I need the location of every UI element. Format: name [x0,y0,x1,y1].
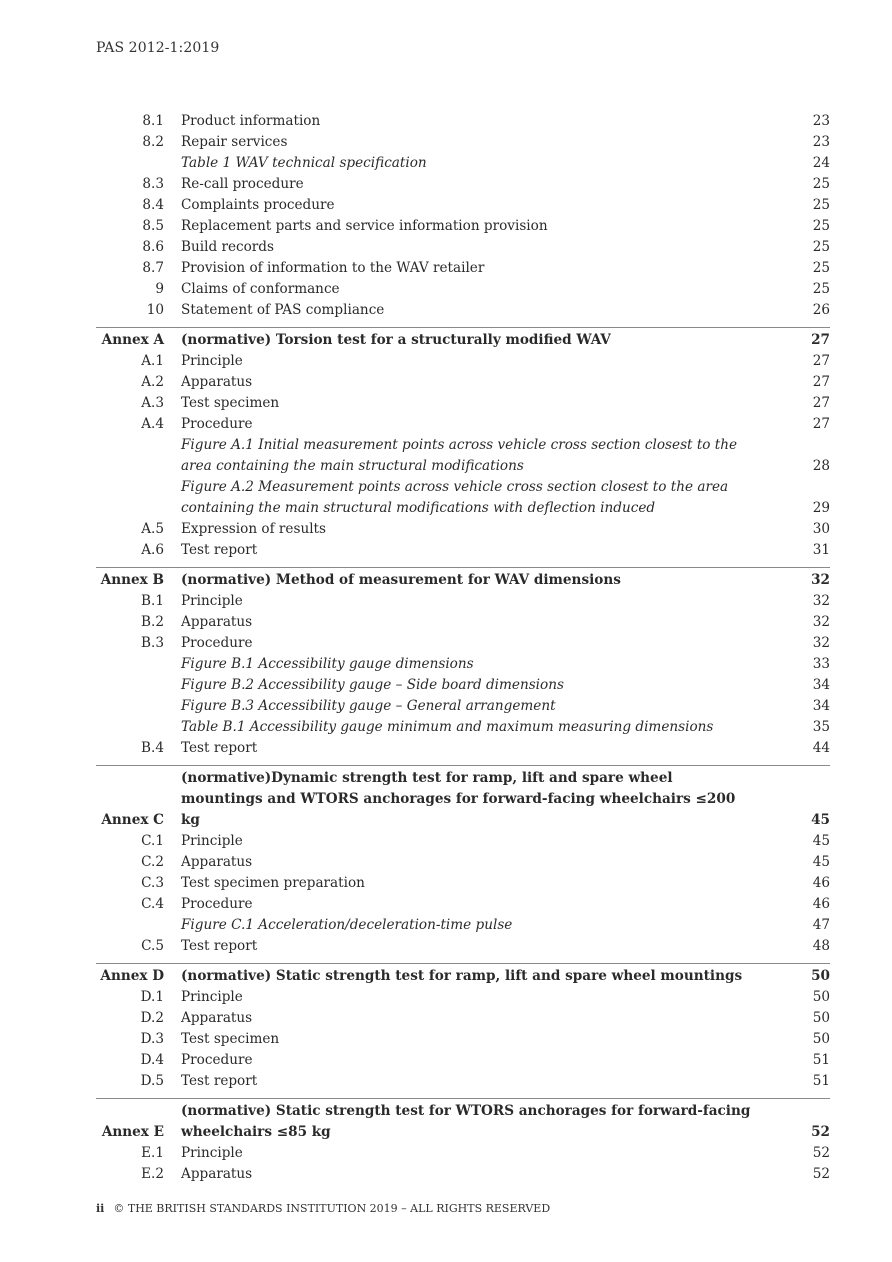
toc-entry-title: Claims of conformance [181,281,340,297]
toc-entry[interactable] [96,1164,830,1185]
toc-entry-page: 50 [812,989,830,1005]
toc-entry-title: Build records [181,239,274,255]
toc-entry-page: 27 [812,353,830,369]
toc-entry-number: E.2 [141,1166,164,1182]
toc-annex-heading[interactable] [96,768,830,831]
toc-entry-title: Procedure [181,1052,253,1068]
toc-entry-page: 32 [812,593,830,609]
toc-entry[interactable] [96,300,830,321]
toc-entry-title: Apparatus [181,614,253,630]
toc-annex-heading[interactable] [96,330,830,351]
toc-entry[interactable] [96,414,830,435]
toc-entry-page: 47 [812,917,830,933]
toc-entry-title: Principle [181,1145,243,1161]
toc-entry-number: C.3 [141,875,164,891]
toc-entry-title: Complaints procedure [181,197,335,213]
toc-entry-page: 25 [812,218,830,234]
toc-entry-title: (normative) Method of measurement for WAV dimensions [181,572,621,588]
footer-copyright: © THE BRITISH STANDARDS INSTITUTION 2019 – ALL RIGHTS RESERVED [113,1202,551,1215]
toc-annex-section [96,327,830,561]
toc-entry-title: Test report [181,542,258,558]
toc-entry-title: Table 1 WAV technical specification [181,155,427,171]
toc-entry-number: 8.3 [142,176,164,192]
toc-entry-page: 24 [812,155,830,171]
toc-entry-number: D.5 [140,1073,164,1089]
toc-caption-entry[interactable] [96,654,830,675]
toc-entry-page: 25 [812,239,830,255]
toc-entry-title: Procedure [181,416,253,432]
toc-entry-page: 33 [812,656,830,672]
toc-entry-number: 8.4 [142,197,164,213]
toc-entry[interactable] [96,111,830,132]
toc-entry[interactable] [96,633,830,654]
toc-entry-page: 51 [812,1052,830,1068]
toc-entry-title: Test specimen [181,395,280,411]
toc-caption-entry[interactable] [96,696,830,717]
toc-entry-number: E.1 [141,1145,164,1161]
toc-entry[interactable] [96,132,830,153]
toc-entry-number: A.4 [141,416,164,432]
toc-caption-entry[interactable] [96,477,830,519]
toc-entry-title: Principle [181,833,243,849]
toc-entry[interactable] [96,738,830,759]
toc-caption-entry[interactable] [96,435,830,477]
toc-entry-number: 8.2 [142,134,164,150]
toc-entry-title: Replacement parts and service information provision [181,218,548,234]
toc-entry[interactable] [96,894,830,915]
toc-entry-page: 25 [812,176,830,192]
toc-entry-page: 34 [812,677,830,693]
toc-entry-number: Annex B [100,572,164,588]
toc-entry[interactable] [96,393,830,414]
toc-entry-page: 51 [812,1073,830,1089]
toc-entry-title: Apparatus [181,1010,253,1026]
toc-entry-number: A.3 [141,395,164,411]
toc-entry-title: Figure A.2 Measurement points across vehicle cross section closest to the area containing the main structural modifications with deflection induced [181,479,729,516]
toc-entry[interactable] [96,237,830,258]
toc-annex-section [96,963,830,1092]
toc-caption-entry[interactable] [96,153,830,174]
toc-entry-title: Figure B.2 Accessibility gauge – Side board dimensions [181,677,564,693]
footer-page-number: ii [96,1202,105,1215]
toc-entry-title: Apparatus [181,1166,253,1182]
toc-entry-page: 27 [812,416,830,432]
toc-entry-title: Apparatus [181,854,253,870]
toc-entry-title: Statement of PAS compliance [181,302,385,318]
toc-entry[interactable] [96,540,830,561]
toc-entry[interactable] [96,1029,830,1050]
toc-entry[interactable] [96,987,830,1008]
toc-clause-section [96,111,830,321]
toc-entry-number: C.2 [141,854,164,870]
toc-entry[interactable] [96,612,830,633]
toc-entry-number: D.3 [140,1031,164,1047]
toc-entry-number: Annex E [101,1124,164,1140]
toc-entry-title: Test specimen preparation [181,875,365,891]
toc-entry-number: 9 [155,281,164,297]
toc-entry[interactable] [96,279,830,300]
toc-entry-page: 52 [811,1124,830,1140]
toc-entry[interactable] [96,1008,830,1029]
toc-entry-title: Apparatus [181,374,253,390]
toc-entry-page: 32 [812,635,830,651]
toc-entry[interactable] [96,174,830,195]
toc-entry[interactable] [96,1050,830,1071]
toc-entry-number: Annex A [101,332,164,348]
toc-entry[interactable] [96,831,830,852]
toc-entry-number: B.1 [141,593,164,609]
toc-entry[interactable] [96,873,830,894]
toc-entry-title: Figure A.1 Initial measurement points across vehicle cross section closest to the area containing the main structural modifications [181,437,738,474]
toc-entry-number: A.2 [141,374,164,390]
toc-entry[interactable] [96,936,830,957]
toc-entry-page: 29 [812,500,830,516]
toc-entry-title: Procedure [181,635,253,651]
toc-entry-page: 25 [812,281,830,297]
toc-entry-title: Principle [181,989,243,1005]
toc-entry-page: 34 [812,698,830,714]
toc-entry-number: A.5 [141,521,164,537]
toc-entry-title: Figure B.3 Accessibility gauge – General arrangement [181,698,556,714]
toc-entry-number: A.6 [141,542,164,558]
toc-entry-page: 48 [812,938,830,954]
toc-entry-page: 45 [811,812,830,828]
toc-entry-page: 27 [812,374,830,390]
toc-entry-number: B.2 [141,614,164,630]
toc-entry-title: Principle [181,593,243,609]
toc-entry[interactable] [96,1143,830,1164]
toc-entry-page: 50 [812,1031,830,1047]
toc-entry-page: 46 [812,875,830,891]
table-of-contents [96,111,830,1185]
toc-entry-number: 8.6 [142,239,164,255]
toc-entry-number: C.5 [141,938,164,954]
toc-entry[interactable] [96,372,830,393]
toc-entry-number: 8.7 [142,260,164,276]
toc-entry-page: 35 [812,719,830,735]
toc-entry[interactable] [96,195,830,216]
toc-caption-entry[interactable] [96,675,830,696]
toc-entry-page: 32 [812,614,830,630]
toc-annex-heading[interactable] [96,1101,830,1143]
toc-entry-number: Annex C [101,812,164,828]
toc-entry-page: 45 [812,833,830,849]
toc-entry-title: Test specimen [181,1031,280,1047]
toc-entry-title: Product information [181,113,321,129]
toc-annex-section [96,1098,830,1185]
running-header: PAS 2012-1:2019 [96,40,220,56]
toc-entry-title: Repair services [181,134,288,150]
toc-entry-page: 25 [812,197,830,213]
toc-entry[interactable] [96,852,830,873]
toc-entry-number: D.2 [140,1010,164,1026]
toc-entry-page: 28 [812,458,830,474]
toc-entry-page: 50 [811,968,830,984]
toc-entry-number: C.4 [141,896,164,912]
toc-entry-number: D.4 [140,1052,164,1068]
toc-entry-title: (normative)Dynamic strength test for ramp, lift and spare wheel mountings and WTORS anchorages for forward-facing wheelchairs ≤200 kg [181,770,736,828]
toc-entry-title: Table B.1 Accessibility gauge minimum and maximum measuring dimensions [181,719,714,735]
toc-entry-title: Figure C.1 Acceleration/deceleration-time pulse [181,917,513,933]
toc-annex-heading[interactable] [96,966,830,987]
toc-entry[interactable] [96,351,830,372]
toc-entry-number: A.1 [141,353,164,369]
toc-entry-page: 50 [812,1010,830,1026]
toc-entry-title: (normative) Torsion test for a structurally modified WAV [181,332,611,348]
page-footer [96,1202,550,1215]
toc-entry-title: Figure B.1 Accessibility gauge dimensions [181,656,474,672]
toc-entry-title: Test report [181,1073,258,1089]
toc-entry-page: 52 [812,1145,830,1161]
toc-entry-title: Test report [181,740,258,756]
toc-entry-page: 27 [812,395,830,411]
toc-caption-entry[interactable] [96,717,830,738]
toc-entry-page: 52 [812,1166,830,1182]
toc-entry-page: 32 [811,572,830,588]
toc-annex-section [96,765,830,957]
toc-entry-number: 8.5 [142,218,164,234]
toc-entry-number: Annex D [100,968,164,984]
toc-entry-page: 31 [812,542,830,558]
toc-entry-number: B.3 [141,635,164,651]
toc-entry-title: Test report [181,938,258,954]
toc-entry-page: 30 [812,521,830,537]
toc-entry[interactable] [96,258,830,279]
toc-entry-page: 23 [812,113,830,129]
toc-entry-page: 44 [812,740,830,756]
toc-entry-page: 27 [811,332,830,348]
toc-caption-entry[interactable] [96,915,830,936]
toc-entry[interactable] [96,591,830,612]
toc-entry-page: 23 [812,134,830,150]
toc-annex-section [96,567,830,759]
toc-entry[interactable] [96,519,830,540]
toc-entry[interactable] [96,1071,830,1092]
toc-entry-title: Procedure [181,896,253,912]
toc-entry-title: (normative) Static strength test for ramp, lift and spare wheel mountings [181,968,743,984]
toc-entry-title: Expression of results [181,521,326,537]
toc-entry-number: D.1 [140,989,164,1005]
toc-annex-heading[interactable] [96,570,830,591]
toc-entry-page: 25 [812,260,830,276]
toc-entry-page: 45 [812,854,830,870]
toc-entry-number: 10 [146,302,164,318]
toc-entry-number: B.4 [141,740,164,756]
toc-entry-title: Principle [181,353,243,369]
toc-entry[interactable] [96,216,830,237]
toc-entry-number: C.1 [141,833,164,849]
toc-entry-page: 26 [812,302,830,318]
toc-entry-title: (normative) Static strength test for WTORS anchorages for forward-facing wheelchairs ≤85 kg [181,1103,751,1140]
toc-entry-title: Provision of information to the WAV retailer [181,260,485,276]
toc-entry-number: 8.1 [142,113,164,129]
toc-entry-page: 46 [812,896,830,912]
toc-entry-title: Re-call procedure [181,176,304,192]
